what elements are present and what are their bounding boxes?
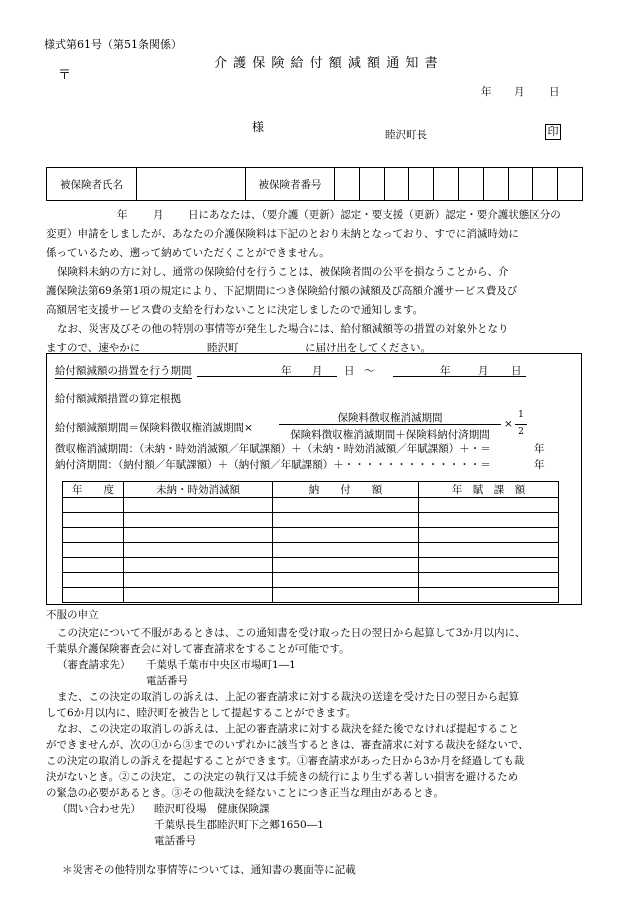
appeal-line4: して6か月以内に、睦沢町を被告として提起することができます。	[46, 707, 357, 719]
table-cell[interactable]	[273, 498, 419, 513]
body-p3-line2a: ますので、速やかに	[46, 342, 141, 354]
appeal-dest-label: （審査請求先）	[57, 659, 131, 671]
period-label: 給付額減額の措置を行う期間	[55, 365, 192, 377]
insured-name-field[interactable]	[137, 168, 246, 201]
formula-times: ×	[504, 418, 513, 430]
table-cell[interactable]	[273, 528, 419, 543]
body-p1-year: 年	[117, 209, 128, 221]
table-cell[interactable]	[124, 573, 273, 588]
col-header-unpaid: 未納・時効消滅額	[124, 482, 273, 498]
table-row	[63, 588, 559, 603]
addressee-suffix: 様	[252, 120, 265, 134]
table-cell[interactable]	[124, 513, 273, 528]
document-title: 介 護 保 険 給 付 額 減 額 通 知 書	[214, 56, 439, 71]
appeal-line2: 千葉県介護保険審査会に対して審査請求をすることが可能です。	[46, 643, 350, 655]
table-row	[63, 498, 559, 513]
extinct-period-formula: 徴収権消滅期間：（未納・時効消滅額／年賦課額）＋（未納・時効消滅額／年賦課額）＋・＝	[55, 443, 491, 455]
period-to-day: 日	[511, 365, 522, 377]
table-cell[interactable]	[273, 588, 419, 603]
fraction-denominator: 保険料徴収権消滅期間＋保険料納付済期間	[290, 429, 490, 441]
paid-period-formula: 納付済期間：（納付額／年賦課額）＋（納付額／年賦課額）＋・・・・・・・・・・・・・＝	[55, 459, 491, 471]
body-p3-line2c: に届け出をしてください。	[305, 342, 431, 354]
table-cell[interactable]	[419, 573, 559, 588]
body-p3-line1: なお、災害及びその他の特別の事情等が発生した場合には、給付額減額等の措置の対象外となり	[57, 323, 509, 335]
insured-number-digit[interactable]	[508, 168, 533, 201]
table-cell[interactable]	[63, 588, 124, 603]
table-cell[interactable]	[124, 543, 273, 558]
period-to-underline	[393, 376, 526, 377]
table-cell[interactable]	[419, 558, 559, 573]
period-from-day: 日	[344, 365, 355, 377]
insured-number-digit[interactable]	[483, 168, 508, 201]
insured-number-digit[interactable]	[384, 168, 409, 201]
body-p2-line2: 護保険法第69条第1項の規定により、下記期間につき保険給付額の減額及び高額介護サービス費及び	[46, 285, 518, 297]
table-cell[interactable]	[63, 528, 124, 543]
half-bar	[515, 424, 527, 425]
form-number: 様式第61号（第51条関係）	[44, 38, 182, 51]
table-row	[63, 558, 559, 573]
appeal-line3: また、この決定の取消しの訴えは、上記の審査請求に対する裁決の送達を受けた日の翌日から起算	[57, 691, 519, 703]
period-to-month: 月	[478, 365, 489, 377]
table-cell[interactable]	[63, 573, 124, 588]
insured-number-digit[interactable]	[434, 168, 459, 201]
fraction-numerator: 保険料徴収権消滅期間	[337, 412, 443, 424]
appeal-line1: この決定について不服があるときは、この通知書を受け取った日の翌日から起算して3か月以内に、	[57, 627, 526, 639]
body-p3-line2b: 睦沢町	[207, 342, 239, 354]
period-from-year: 年	[281, 365, 292, 377]
table-cell[interactable]	[273, 558, 419, 573]
inquiry-tel: 電話番号	[154, 835, 196, 847]
body-p1-line1: 日にあなたは、（要介護（更新）認定・要支援（更新）認定・要介護状態区分の	[188, 209, 561, 221]
table-cell[interactable]	[124, 528, 273, 543]
appeal-line5: なお、この決定の取消しの訴えは、上記の審査請求に対する裁決を経た後でなければ提起すること	[57, 723, 519, 735]
insured-number-digit[interactable]	[409, 168, 434, 201]
formula-lhs: 給付額減額期間＝保険料徴収権消滅期間×	[55, 422, 253, 434]
fraction-bar	[279, 424, 501, 425]
payment-table	[62, 481, 559, 603]
period-tilde: ～	[364, 365, 375, 377]
table-cell[interactable]	[419, 528, 559, 543]
table-cell[interactable]	[63, 558, 124, 573]
table-row	[63, 528, 559, 543]
table-cell[interactable]	[419, 588, 559, 603]
appeal-line6: ができませんが、次の①から③までのいずれかに該当するときは、審査請求に対する裁決を経ないで、	[46, 739, 529, 751]
postal-mark: 〒	[58, 68, 72, 83]
insured-number-digit[interactable]	[335, 168, 360, 201]
inquiry-organization: 睦沢町役場 健康保険課	[154, 803, 270, 815]
issuer-name: 睦沢町長	[385, 129, 427, 141]
appeal-line9: の緊急の必要があるとき。③その他裁決を経ないことにつき正当な理由があるとき。	[46, 787, 444, 799]
table-cell[interactable]	[63, 513, 124, 528]
table-cell[interactable]	[273, 513, 419, 528]
paid-period-unit: 年	[534, 459, 545, 471]
col-header-paid: 納 付 額	[273, 482, 419, 498]
insured-number-label: 被保険者番号	[246, 168, 335, 201]
insured-number-digit[interactable]	[533, 168, 558, 201]
appeal-dest-tel: 電話番号	[146, 675, 188, 687]
col-header-annual: 年 賦 課 額	[419, 482, 559, 498]
table-cell[interactable]	[63, 543, 124, 558]
body-p1-line3: 係っているため、遡って納めていただくことができません。	[46, 247, 330, 259]
inquiry-label: （問い合わせ先）	[57, 803, 141, 815]
date-day: 日	[549, 86, 560, 98]
insured-number-digit[interactable]	[458, 168, 483, 201]
table-cell[interactable]	[273, 543, 419, 558]
appeal-dest-address: 千葉県千葉市中央区市場町1―1	[146, 659, 296, 671]
table-cell[interactable]	[273, 573, 419, 588]
period-to-year: 年	[440, 365, 451, 377]
period-from-month: 月	[312, 365, 323, 377]
insured-number-digit[interactable]	[558, 168, 583, 201]
body-p1-line2: 変更）申請をしましたが、あなたの介護保険料は下記のとおり未納となっており、すでに消滅時効に	[46, 228, 519, 240]
appeal-line7: この決定の取消しの訴えを提起することができます。①審査請求があった日から3か月を経過しても裁	[46, 755, 525, 767]
extinct-period-unit: 年	[534, 443, 545, 455]
body-p2-line3: 高額居宅支援サービス費の支給を行わないことに決定しましたので通知します。	[46, 304, 424, 316]
appeal-heading: 不服の申立	[46, 609, 99, 621]
table-cell[interactable]	[63, 498, 124, 513]
table-cell[interactable]	[124, 558, 273, 573]
insured-number-digit[interactable]	[359, 168, 384, 201]
footnote: ＊災害その他特別な事情等については、通知書の裏面等に記載	[62, 864, 356, 876]
appeal-line8: 決がないとき。②この決定、この決定の執行又は手続きの続行により生ずる著しい損害を避けるため	[46, 771, 519, 783]
table-cell[interactable]	[419, 513, 559, 528]
basis-title: 給付額減額措置の算定根拠	[55, 393, 181, 405]
table-cell[interactable]	[124, 498, 273, 513]
insured-name-label: 被保険者氏名	[47, 168, 137, 201]
insured-info-table	[46, 167, 583, 201]
table-row	[63, 543, 559, 558]
table-cell[interactable]	[419, 543, 559, 558]
body-p2-line1: 保険料未納の方に対し、通常の保険給付を行うことは、被保険者間の公平を損なうことから、介	[57, 266, 509, 278]
table-row	[63, 513, 559, 528]
date-month: 月	[514, 86, 525, 98]
half-denominator: 2	[518, 427, 524, 437]
table-cell[interactable]	[124, 588, 273, 603]
table-cell[interactable]	[419, 498, 559, 513]
table-row	[63, 573, 559, 588]
seal-mark: 印	[545, 124, 561, 140]
col-header-year: 年 度	[63, 482, 124, 498]
half-numerator: 1	[518, 410, 524, 420]
inquiry-address: 千葉県長生郡睦沢町下之郷1650―1	[154, 819, 324, 831]
body-p1-month: 月	[153, 209, 164, 221]
date-year: 年	[481, 86, 492, 98]
